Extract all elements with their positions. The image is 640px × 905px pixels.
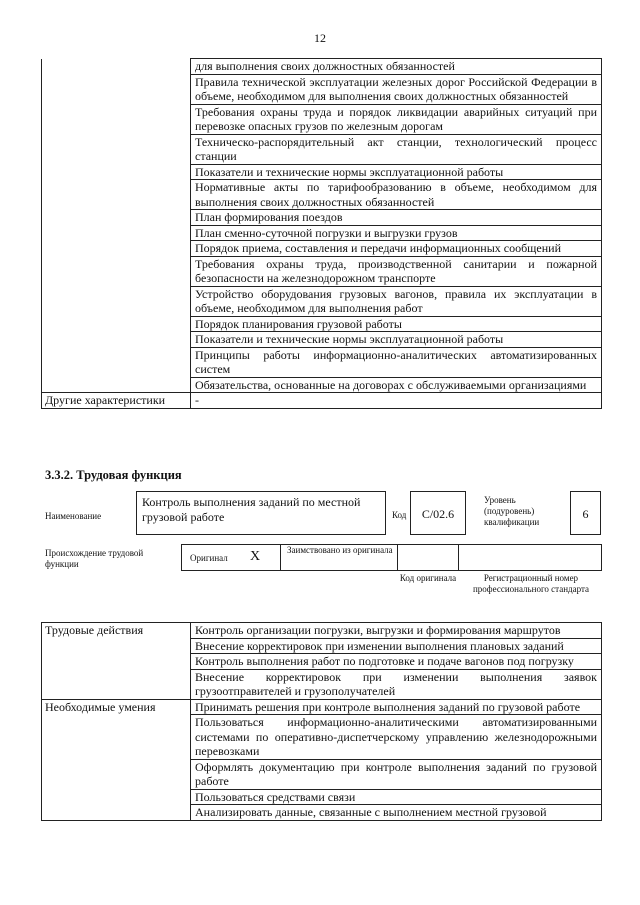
row-label-empty xyxy=(42,59,191,75)
reg-number-caption: Регистрационный номер профессионального стандарта xyxy=(472,573,590,594)
labor-action-label: Трудовые действия xyxy=(42,623,191,700)
row-label-empty xyxy=(42,134,191,164)
function-name-box xyxy=(136,491,386,535)
table-row xyxy=(42,286,602,316)
skill-item: Оформлять документацию при контроле выполнения заданий по грузовой работе xyxy=(191,759,602,789)
skill-item: Принимать решения при контроле выполнения заданий по грузовой работе xyxy=(191,699,602,715)
other-characteristics-value: - xyxy=(191,393,602,409)
function-code-box xyxy=(410,491,466,535)
labor-action-item: Внесение корректировок при изменении выполнения плановых заданий xyxy=(191,638,602,654)
row-label-empty xyxy=(42,74,191,104)
table-row xyxy=(42,225,602,241)
origin-label: Происхождение трудовой функции xyxy=(45,548,144,569)
knowledge-item: Показатели и технические нормы эксплуатационной работы xyxy=(191,164,602,180)
row-label-empty xyxy=(42,241,191,257)
table-row xyxy=(42,377,602,393)
section-title: 3.3.2. Трудовая функция xyxy=(45,468,182,482)
row-label-empty xyxy=(42,225,191,241)
level-label: Уровень (подуровень) квалификации xyxy=(484,495,540,527)
row-label-empty xyxy=(42,180,191,210)
table-row xyxy=(42,104,602,134)
knowledge-item: Правила технической эксплуатации железных дорог Российской Федерации в объеме, необходимом для выполнения своих должностных обязанностей xyxy=(191,74,602,104)
labor-action-item: Контроль выполнения работ по подготовке и подаче вагонов под погрузку xyxy=(191,654,602,670)
origin-divider-2 xyxy=(397,544,398,571)
table-row xyxy=(42,210,602,226)
table-row xyxy=(42,256,602,286)
knowledge-item: Обязательства, основанные на договорах с обслуживаемыми организациями xyxy=(191,377,602,393)
row-label-empty xyxy=(42,210,191,226)
table-row xyxy=(42,164,602,180)
row-label-empty xyxy=(42,332,191,348)
labor-action-item: Контроль организации погрузки, выгрузки и формирования маршрутов xyxy=(191,623,602,639)
qualification-level-box xyxy=(570,491,601,535)
table-row xyxy=(42,180,602,210)
table-row xyxy=(42,59,602,75)
function-name: Контроль выполнения заданий по местной грузовой работе xyxy=(142,495,361,524)
origin-divider-1 xyxy=(280,544,281,571)
table-row xyxy=(42,393,602,409)
code-original-caption: Код оригинала xyxy=(399,573,457,583)
row-label-empty xyxy=(42,286,191,316)
skill-item: Анализировать данные, связанные с выполнением местной грузовой xyxy=(191,805,602,821)
table-row xyxy=(42,316,602,332)
code-label: Код xyxy=(392,510,407,520)
knowledge-item: Порядок приема, составления и передачи информационных сообщений xyxy=(191,241,602,257)
skill-item: Пользоваться средствами связи xyxy=(191,789,602,805)
row-label-empty xyxy=(42,164,191,180)
knowledge-item: Нормативные акты по тарифообразованию в объеме, необходимом для выполнения своих должностных обязанностей xyxy=(191,180,602,210)
borrowed-label: Заимствовано из оригинала xyxy=(287,545,393,555)
qualification-level: 6 xyxy=(582,507,589,521)
table-row xyxy=(42,699,602,715)
origin-divider-3 xyxy=(458,544,459,571)
skill-label: Необходимые умения xyxy=(42,699,191,820)
table-row xyxy=(42,241,602,257)
function-details-table xyxy=(41,622,602,821)
row-label-empty xyxy=(42,377,191,393)
knowledge-item: Требования охраны труда и порядок ликвидации аварийных ситуаций при перевозке опасных грузов по железным дорогам xyxy=(191,104,602,134)
knowledge-item: Техническо-распорядительный акт станции, технологический процесс станции xyxy=(191,134,602,164)
knowledge-item: для выполнения своих должностных обязанностей xyxy=(191,59,602,75)
knowledge-item: Показатели и технические нормы эксплуатационной работы xyxy=(191,332,602,348)
table-row xyxy=(42,74,602,104)
original-label: Оригинал xyxy=(190,553,228,563)
table-row xyxy=(42,332,602,348)
knowledge-item: План формирования поездов xyxy=(191,210,602,226)
table-row xyxy=(42,623,602,639)
knowledge-table xyxy=(41,58,602,409)
function-code: C/02.6 xyxy=(421,507,455,521)
knowledge-item: Принципы работы информационно-аналитических автоматизированных систем xyxy=(191,347,602,377)
row-label-empty xyxy=(42,347,191,377)
row-label-empty xyxy=(42,256,191,286)
row-label-empty xyxy=(42,316,191,332)
page-number: 12 xyxy=(314,31,326,45)
knowledge-item: Устройство оборудования грузовых вагонов, правила их эксплуатации в объеме, необходимом для выполнения работ xyxy=(191,286,602,316)
table-row xyxy=(42,347,602,377)
table-row xyxy=(42,134,602,164)
skill-item: Пользоваться информационно-аналитическими автоматизированными системами по оперативно-диспетчерскому управлению железнодорожными перевозками xyxy=(191,715,602,760)
labor-action-item: Внесение корректировок при изменении выполнения заявок грузоотправителей и грузополучателей xyxy=(191,669,602,699)
knowledge-item: Требования охраны труда, производственной санитарии и пожарной безопасности на железнодорожном транспорте xyxy=(191,256,602,286)
original-mark: X xyxy=(250,549,261,564)
name-label: Наименование xyxy=(45,511,102,521)
knowledge-item: План сменно-суточной погрузки и выгрузки грузов xyxy=(191,225,602,241)
knowledge-item: Порядок планирования грузовой работы xyxy=(191,316,602,332)
row-label-empty xyxy=(42,104,191,134)
other-characteristics-label: Другие характеристики xyxy=(42,393,191,409)
